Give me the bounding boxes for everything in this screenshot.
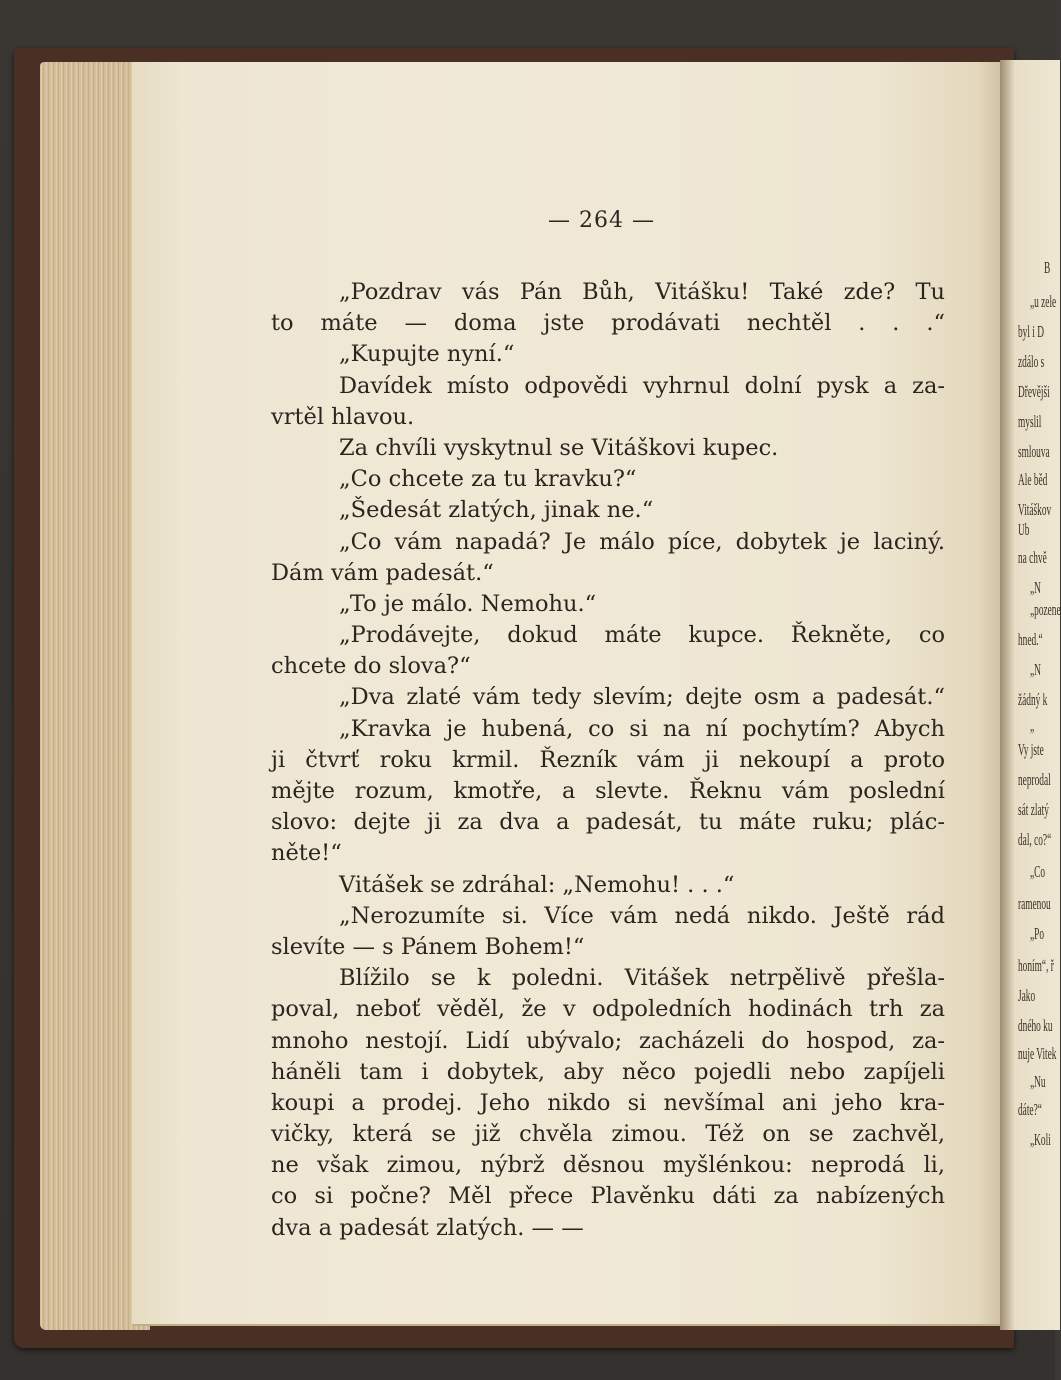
facing-page-fragment: sát zlatý — [1018, 800, 1049, 819]
text-line: ji čtvrť roku krmil. Řezník vám ji nekoupí a proto — [271, 746, 945, 773]
facing-page-fragment: „u zele — [1030, 292, 1057, 311]
text-line: poval, neboť věděl, že v odpoledních hodinách trh za — [271, 996, 945, 1023]
facing-page-fragment: Vy jste — [1018, 740, 1044, 759]
facing-page-fragment: Ale běd — [1018, 470, 1048, 489]
text-line: Davídek místo odpovědi vyhrnul dolní pysk a za- — [339, 372, 945, 399]
page-body-text — [271, 277, 945, 1244]
text-line: mnoho nestojí. Lidí ubývalo; zacházeli do hospod, za- — [271, 1027, 945, 1054]
facing-page-fragment: Ub — [1018, 520, 1030, 539]
text-line: „To je málo. Nemohu.“ — [339, 590, 597, 617]
facing-page-fragment: Dřevějši — [1018, 382, 1050, 401]
text-line: mějte rozum, kmotře, a slevte. Řeknu vám poslední — [271, 778, 945, 804]
text-line: Vitášek se zdráhal: „Nemohu! . . .“ — [339, 871, 735, 898]
facing-page-fragment: „Nu — [1030, 1072, 1046, 1091]
facing-page-fragment: zdálo s — [1018, 352, 1045, 371]
facing-page-fragment: Jako — [1018, 986, 1036, 1005]
text-line: slevíte — s Pánem Bohem!“ — [271, 933, 585, 960]
facing-page-fragment: myslil — [1018, 412, 1042, 431]
text-line: „Nerozumíte si. Více vám nedá nikdo. Ještě rád — [339, 902, 945, 929]
facing-page-fragment: dal, co?“ — [1018, 830, 1052, 849]
facing-page-fragment: ramenou — [1018, 894, 1051, 913]
facing-page-fragment: „ — [1030, 716, 1035, 735]
text-line: „Kupujte nyní.“ — [339, 341, 515, 368]
text-line: ne však zimou, nýbrž děsnou myšlénkou: neprodá li, — [271, 1152, 945, 1179]
facing-page-fragment: smlouva — [1018, 442, 1050, 461]
text-line: slovo: dejte ji za dva a padesát, tu máte ruku; plác- — [271, 809, 945, 836]
text-line: chcete do slova?“ — [271, 653, 471, 680]
facing-page-fragment: „N — [1030, 578, 1041, 597]
text-line: Dám vám padesát.“ — [271, 559, 494, 586]
text-line: „Co chcete za tu kravku?“ — [339, 466, 637, 493]
text-line: „Šedesát zlatých, jinak ne.“ — [339, 497, 654, 524]
text-line: háněli tam i dobytek, aby něco pojedli nebo zapíjeli — [271, 1058, 945, 1085]
facing-page-fragment: nuje Vitek — [1018, 1044, 1057, 1063]
text-line: Za chvíli vyskytnul se Vitáškovi kupec. — [339, 434, 779, 461]
text-line: „Dva zlaté vám tedy slevím; dejte osm a padesát.“ — [339, 684, 945, 711]
text-line: to máte — doma jste prodávati nechtěl . . .“ — [271, 310, 945, 337]
facing-page-fragment: žádný k — [1018, 690, 1048, 709]
text-line: vičky, která se již chvěla zimou. Též on se zachvěl, — [271, 1121, 945, 1148]
text-line: něte!“ — [271, 840, 342, 867]
facing-page-fragment: B — [1044, 258, 1051, 277]
facing-page-fragment: „Koli — [1030, 1130, 1051, 1149]
text-line: dva a padesát zlatých. — — — [271, 1214, 584, 1241]
text-line: vrtěl hlavou. — [271, 403, 415, 430]
text-line: „Kravka je hubená, co si na ní pochytím? Abych — [339, 715, 945, 742]
facing-page-fragment: hned.“ — [1018, 630, 1043, 649]
text-line: „Pozdrav vás Pán Bůh, Vitášku! Také zde? Tu — [339, 279, 945, 305]
facing-page-fragment: „Po — [1030, 924, 1045, 943]
facing-page-fragment: „N — [1030, 660, 1041, 679]
facing-page-fragment: neprodal — [1018, 770, 1051, 789]
text-line: „Co vám napadá? Je málo píce, dobytek je laciný. — [339, 528, 945, 555]
facing-page-fragment: na chvě — [1018, 548, 1047, 567]
facing-page-fragment: „pozene — [1030, 600, 1061, 619]
facing-page-fragment: Vitáškov — [1018, 500, 1052, 519]
facing-page-edge — [1000, 60, 1060, 1330]
text-line: koupi a prodej. Jeho nikdo si nevšímal ani jeho kra- — [271, 1089, 945, 1116]
facing-page-fragment: byl i D — [1018, 322, 1044, 341]
text-line: Blížilo se k poledni. Vitášek netrpělivě přešla- — [339, 965, 945, 992]
page-number: — 264 — — [548, 208, 655, 233]
text-line: „Prodávejte, dokud máte kupce. Řekněte, co — [339, 622, 945, 649]
facing-page-fragment: dáte?“ — [1018, 1100, 1042, 1119]
facing-page-fragment: honím“, ř — [1018, 956, 1054, 975]
text-line: co si počne? Měl přece Plavěnku dáti za nabízených — [271, 1183, 945, 1210]
facing-page-fragment: dného ku — [1018, 1016, 1053, 1035]
facing-page-fragment: „Co — [1030, 862, 1046, 881]
